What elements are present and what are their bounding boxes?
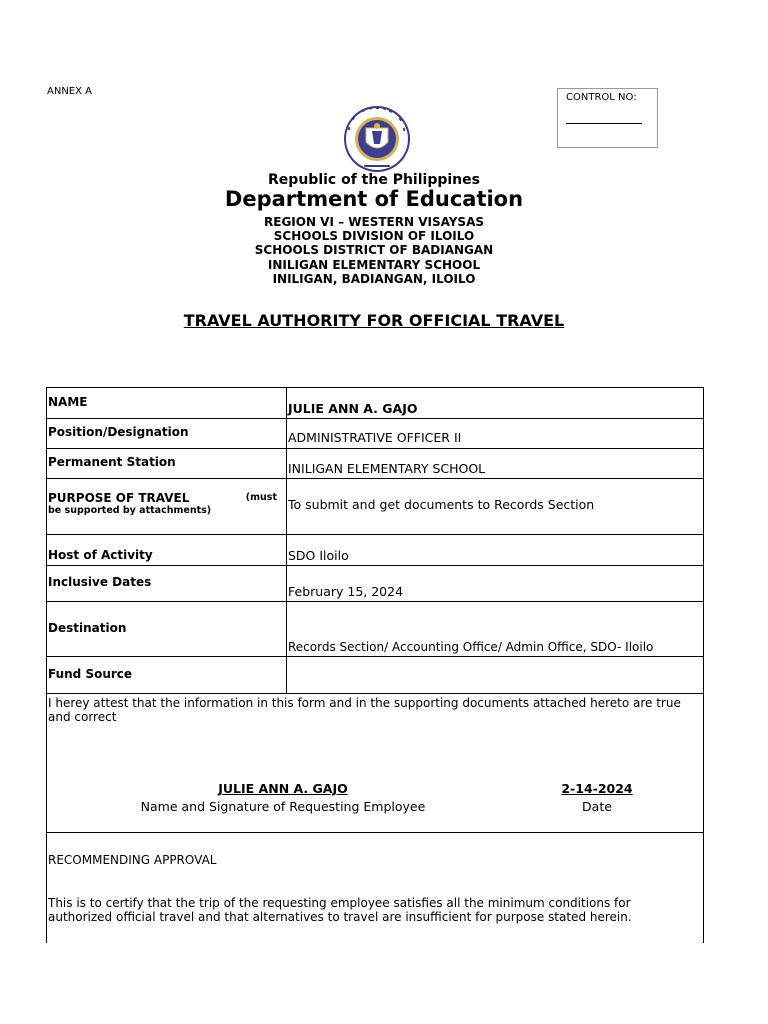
host-label: Host of Activity	[47, 535, 287, 566]
station-value: INILIGAN ELEMENTARY SCHOOL	[287, 449, 704, 479]
host-value: SDO Iloilo	[287, 535, 704, 566]
date-caption: Date	[582, 799, 612, 814]
table-row-station	[47, 449, 704, 479]
position-label: Position/Designation	[47, 419, 287, 449]
dates-value: February 15, 2024	[287, 566, 704, 602]
employee-signature-caption: Name and Signature of Requesting Employee	[140, 799, 426, 814]
purpose-value: To submit and get documents to Records Section	[287, 479, 704, 535]
deped-seal-icon	[342, 104, 412, 174]
purpose-note-a: (must	[245, 492, 277, 503]
department-heading: Department of Education	[224, 187, 524, 211]
republic-heading: Republic of the Philippines	[268, 172, 480, 188]
name-value: JULIE ANN A. GAJO	[287, 388, 704, 419]
employee-name-wrapper	[47, 781, 519, 796]
recommending-approval-label: RECOMMENDING APPROVAL	[48, 853, 217, 867]
certification-text: This is to certify that the trip of the requesting employee satisfies all the minimum conditions for authorized official travel and that alternatives to travel are insufficient for purpose stated herein.	[48, 896, 632, 924]
employee-name: JULIE ANN A. GAJO	[218, 781, 348, 796]
table-row-purpose	[47, 479, 704, 535]
attestation-section	[46, 692, 704, 833]
table-row-name	[47, 388, 704, 419]
address-line: INILIGAN, BADIANGAN, ILOILO	[272, 272, 476, 286]
station-label: Permanent Station	[47, 449, 287, 479]
name-label: NAME	[47, 388, 287, 419]
region-line: REGION VI – WESTERN VISAYSAS	[264, 215, 484, 229]
fund-label: Fund Source	[47, 657, 287, 694]
table-row-destination	[47, 602, 704, 657]
annex-label: ANNEX A	[47, 86, 92, 97]
school-line: INILIGAN ELEMENTARY SCHOOL	[267, 258, 481, 272]
table-row-position	[47, 419, 704, 449]
dates-label: Inclusive Dates	[47, 566, 287, 602]
attestation-text: I herey attest that the information in this form and in the supporting documents attached hereto are true and correct	[48, 696, 681, 724]
fund-value	[287, 657, 704, 694]
table-row-fund	[47, 657, 704, 694]
control-number-box	[557, 88, 658, 148]
purpose-note-b: be supported by attachments)	[48, 505, 212, 516]
purpose-label-cell	[47, 479, 287, 535]
position-value: ADMINISTRATIVE OFFICER II	[287, 419, 704, 449]
destination-value: Records Section/ Accounting Office/ Admin Office, SDO- Iloilo	[287, 602, 704, 657]
table-row-dates	[47, 566, 704, 602]
travel-details-table	[46, 387, 704, 694]
destination-label: Destination	[47, 602, 287, 657]
control-number-line	[566, 123, 642, 124]
recommendation-section	[46, 833, 704, 943]
district-line: SCHOOLS DISTRICT OF BADIANGAN	[254, 243, 494, 257]
division-line: SCHOOLS DIVISION OF ILOILO	[273, 229, 475, 243]
form-title: TRAVEL AUTHORITY FOR OFFICIAL TRAVEL	[183, 311, 565, 330]
purpose-label: PURPOSE OF TRAVEL	[48, 491, 190, 505]
table-row-host	[47, 535, 704, 566]
control-number-label: CONTROL NO:	[566, 92, 637, 103]
signature-date: 2-14-2024	[561, 781, 633, 796]
